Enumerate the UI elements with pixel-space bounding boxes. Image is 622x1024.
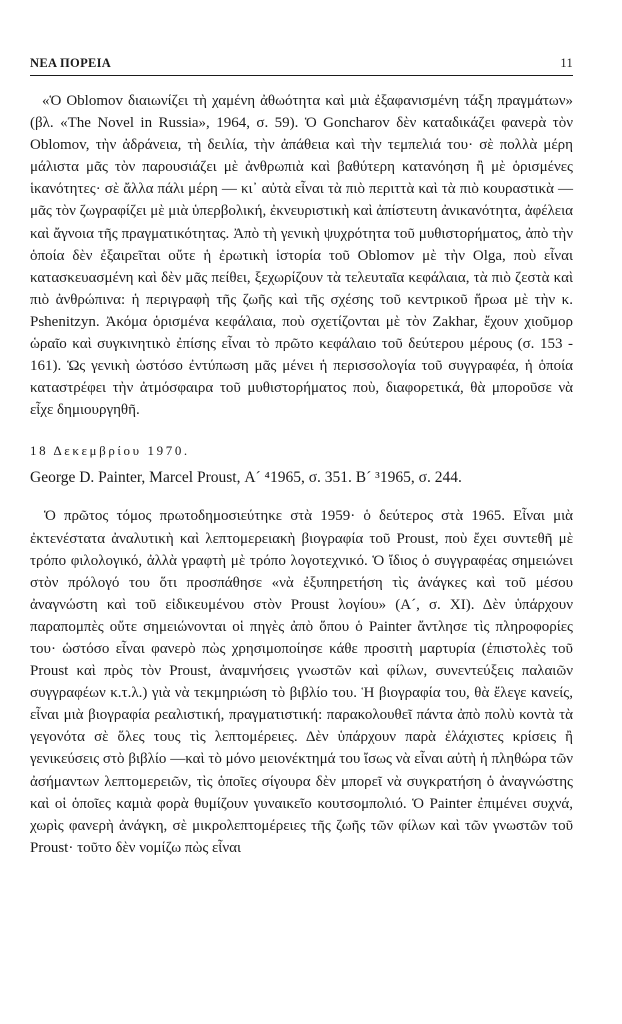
page-number: 11 xyxy=(560,56,573,70)
bibliography-heading: George D. Painter, Marcel Proust, Α´ ⁴1965, σ. 351. Β´ ³1965, σ. 244. xyxy=(30,469,462,487)
running-head xyxy=(30,56,573,76)
page xyxy=(30,56,573,874)
journal-title: ΝΕΑ ΠΟΡΕΙΑ xyxy=(30,56,112,70)
paragraph-painter-review: Ὁ πρῶτος τόμος πρωτοδημοσιεύτηκε στὰ 1959· ὁ δεύτερος στὰ 1965. Εἶναι μιὰ ἐκτενέστατα ἀναλυτικὴ καὶ λεπτομερειακὴ βιογραφία τοῦ Proust, ποὺ ἔχει συντεθῆ μὲ τρόπο φιλολογικό, ἀλλὰ γραφτὴ μὲ τρόπο λογοτεχνικό. Ὁ ἴδιος ὁ συγγραφέας σημειώνει στὸν πρόλογό του ὅτι προσπάθησε «νὰ ἐξυπηρετήση τὶς ἀνάγκες καὶ τοῦ μέσου ἀναγνώστη καὶ τοῦ εἰδικευμένου στὸν Proust λογίου» (Α´, σ. XI). Δὲν ὑπάρχουν παραπομπὲς οὔτε σημειώνονται οἱ πηγὲς ἀπὸ ὅπου ὁ Painter ἄντλησε τὶς πληροφορίες του· ὡστόσο εἶναι φανερὸ πὼς χρησιμοποίησε κάθε προσιτὴ μαρτυρία (ἐπιστολὲς τοῦ Proust καὶ πρὸς τὸν Proust, ἀναμνήσεις γνωστῶν καὶ φίλων, συνεντεύξεις παλαιῶν συγγραφέων κ.τ.λ.) γιὰ νὰ τεκμηριώση τὸ βιβλίο του. Ἡ βιογραφία του, θὰ ἔλεγε κανείς, εἶναι μιὰ βιογραφία ρεαλιστική, πραγματιστική: παρακολουθεῖ πάντα ἀπὸ πολὺ κοντὰ τὰ γεγονότα σὲ ὅλες τους τὶς λεπτομέρειες. Δὲν ὑπάρχουν παρὰ ἐλάχιστες κρίσεις ἢ γενικεύσεις στὸ βιβλίο —καὶ τὸ μόνο μειονέκτημά του ἴσως νὰ εἶναι αὐτὴ ἡ πληθώρα τῶν ἀσήμαντων λεπτομερειῶν, τὶς ὁποῖες σίγουρα δὲν μπορεῖ νὰ συγκρατήση ὁ ἀναγνώστης καὶ οἱ ὁποῖες καμιὰ φορὰ θυμίζουν γυναικεῖο κουτσομπολιό. Ὁ Painter ἐπιμένει συχνά, χωρὶς φανερὴ ἀνάγκη, σὲ μικρολεπτομέρειες τῆς ζωῆς τῶν φίλων καὶ τῶν γνωστῶν τοῦ Proust· τοῦτο δὲν νομίζω πὼς εἶναι xyxy=(30,508,573,856)
dateline: 18 Δεκεμβρίου 1970. xyxy=(30,443,190,459)
paragraph-oblomov-review: «Ὁ Oblomov διαιωνίζει τὴ χαμένη ἀθωότητα καὶ μιὰ ἐξαφανισμένη τάξη πραγμάτων» (βλ. «The Novel in Russia», 1964, σ. 59). Ὁ Goncharov δὲν καταδικάζει φανερὰ τὸν Oblomov, τὴν ἀδράνεια, τὴ δειλία, τὴν ἀπάθεια καὶ τὴν τεμπελιά του· σὲ πολλὰ μέρη μάλιστα μᾶς τὸν παρουσιάζει μὲ ἀνθρωπιὰ καὶ βαθύτερη κατανόηση ἢ μὲ ὁρισμένες ἱκανότητες· σὲ ἄλλα πάλι μέρη — κι᾽ αὐτὰ εἶναι τὰ πιὸ περιττὰ καὶ τὰ πιὸ κουραστικὰ — μᾶς τὸν ζωγραφίζει μὲ μιὰ ὑπερβολική, ἐκνευριστικὴ καὶ ἀπίστευτη ἀνικανότητα, ἀφέλεια καὶ ἄγνοια τῆς πραγματικότητας. Ἀπὸ τὴ γενικὴ ψυχρότητα τοῦ μυθιστορήματος, ἀπὸ τὴν ὁποία δὲν ἐξαιρεῖται οὔτε ἡ ἐρωτικὴ ἱστορία τοῦ Oblomov μὲ τὴν Olga, ποὺ εἶναι κατασκευασμένη καὶ δὲν μᾶς πείθει, ξεχωρίζουν τὰ τελευταῖα κεφάλαια, τὰ πιὸ ζεστὰ καὶ πιὸ ἀνθρώπινα: ἡ περιγραφὴ τῆς ζωῆς καὶ τῆς σχέσης τοῦ κεντρικοῦ ἥρωα μὲ τὴν κ. Pshenitzyn. Ἀκόμα ὁρισμένα κεφάλαια, ποὺ σχετίζονται μὲ τὸν Zakhar, ἔχουν χιοῦμορ ὡραῖο καὶ συγκινητικὸ ἐπίσης εἶναι τὸ πρῶτο κεφάλαιο τοῦ δεύτερου μέρους (σ. 153 - 161). Ὡς γενικὴ ὡστόσο ἐντύπωση μᾶς μένει ἡ περισσολογία τοῦ συγγραφέα, ἡ ὁποία καταστρέφει τὴν ἀτμόσφαιρα τοῦ μυθιστορήματος ποὺ, διαφορετικά, θὰ μποροῦσε νὰ εἶχε δημιουργηθῆ. xyxy=(30,93,573,419)
